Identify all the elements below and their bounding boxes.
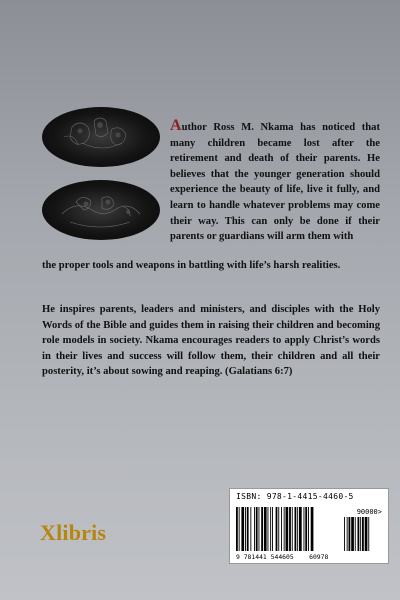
barcode-bar xyxy=(284,507,285,551)
addon-bar xyxy=(347,517,348,551)
barcode-bar xyxy=(261,507,263,551)
second-paragraph: He inspires parents, leaders and ministers, and disciples with the Holy Words of the Bible and guides them in raising their children and becoming role models in society. Nkama encourages readers to apply Christ’s words in their lives and success will follow them, their children and all their posterity, it’s about sowing and reaping. (Galatians 6:7) xyxy=(42,304,380,378)
barcode-bar xyxy=(276,507,278,551)
publisher-logo: Xlibris xyxy=(40,520,107,545)
isbn-barcode xyxy=(229,488,389,564)
addon-bar xyxy=(360,517,361,551)
top-ellipse-image xyxy=(42,107,160,167)
barcode-bar xyxy=(259,507,260,551)
addon-bar xyxy=(349,517,351,551)
barcode-bar xyxy=(311,507,314,551)
barcode-bar xyxy=(264,507,267,551)
addon-bar xyxy=(358,517,360,551)
barcode-bar xyxy=(256,507,258,551)
barcode-bar xyxy=(297,507,298,551)
drop-cap: A xyxy=(170,117,182,134)
isbn-label: ISBN: 978-1-4415-4460-5 xyxy=(236,492,354,501)
barcode-bar xyxy=(305,507,307,551)
bottom-ellipse-image xyxy=(42,180,160,240)
barcode-bar xyxy=(299,507,302,551)
barcode-digits: 9 781441 544605 60978 xyxy=(236,553,329,561)
top-image-art xyxy=(42,107,160,167)
barcode-bar xyxy=(292,507,293,551)
barcode-bar xyxy=(304,507,305,551)
barcode-bar xyxy=(241,507,244,551)
addon-bar xyxy=(355,517,356,551)
addon-bar xyxy=(368,517,369,551)
barcode-bar xyxy=(250,507,251,551)
addon-bar xyxy=(362,517,364,551)
intro-paragraph-wrapped xyxy=(170,118,380,245)
barcode-bar xyxy=(308,507,309,551)
barcode-bar xyxy=(270,507,271,551)
barcode-bar xyxy=(289,507,291,551)
barcode-bar xyxy=(254,507,255,551)
barcode-bar xyxy=(247,507,249,551)
addon-bar xyxy=(365,517,368,551)
bottom-image-art xyxy=(42,180,160,240)
price-code: 90000> xyxy=(356,508,382,516)
barcode-bar xyxy=(286,507,289,551)
barcode-bar xyxy=(272,507,273,551)
barcode-bar xyxy=(239,507,240,551)
addon-bar xyxy=(351,517,354,551)
intro-paragraph-ending: the proper tools and weapons in battling with life’s harsh realities. xyxy=(42,260,341,271)
intro-paragraph-text: uthor Ross M. Nkama has noticed that many children became lost after the retirement and death of their parents. He believes that the younger generation should experience the beauty of life, live it fully, and learn to handle whatever problems may come their way. This can only be done if their parents or guardians will arm them with xyxy=(170,122,380,243)
barcode-bar xyxy=(281,507,282,551)
barcode-bar xyxy=(268,507,269,551)
addon-bar xyxy=(344,517,345,551)
barcode-bar xyxy=(245,507,246,551)
barcode-bar xyxy=(278,507,279,551)
barcode-bar xyxy=(295,507,297,551)
barcode-bars xyxy=(236,503,382,551)
barcode-bar xyxy=(236,507,238,551)
